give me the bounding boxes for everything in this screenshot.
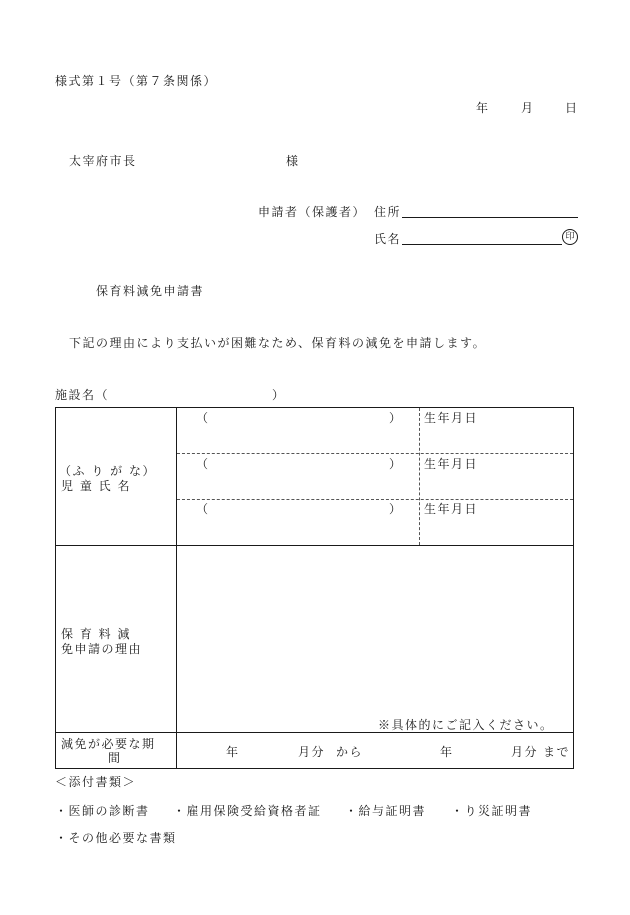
date-month-label: 月 [521, 101, 535, 115]
form-number: 様式第１号（第７条関係） [55, 74, 218, 88]
child-1-open-paren: （ [196, 411, 210, 425]
child-label-furigana: （ふ り が な） [59, 464, 156, 478]
child-1-close-paren: ） [389, 411, 403, 425]
applicant-label: 申請者（保護者） [258, 205, 367, 219]
child-2-birthdate-label: 生年月日 [424, 457, 479, 471]
child-2-close-paren: ） [389, 457, 403, 471]
child-2-open-paren: （ [196, 457, 210, 471]
applicant-address-field[interactable] [402, 204, 578, 218]
period-from: から [336, 745, 364, 759]
applicant-address-label: 住所 [374, 205, 402, 219]
addressee-honorific: 様 [286, 154, 300, 168]
facility-label: 施設名（ [55, 388, 110, 402]
period-to-year: 年 [440, 745, 454, 759]
addressee-name: 太宰府市長 [69, 154, 137, 168]
period-from-month: 月分 [298, 745, 326, 759]
child-3-birthdate-label: 生年月日 [424, 502, 479, 516]
child-row-divider-1 [177, 453, 573, 454]
row-divider-children [56, 545, 573, 546]
period-to-month: 月分 [511, 745, 539, 759]
application-statement: 下記の理由により支払いが困難なため、保育料の減免を申請します。 [69, 336, 487, 350]
period-from-year: 年 [226, 745, 240, 759]
child-3-close-paren: ） [389, 502, 403, 516]
attachment-item: ・医師の診断書 [55, 804, 150, 818]
attachment-item: ・給与証明書 [345, 804, 427, 818]
child-1-birthdate-label: 生年月日 [424, 411, 479, 425]
applicant-name-label: 氏名 [374, 232, 402, 246]
facility-close-paren: ） [272, 388, 286, 402]
seal-icon: 印 [562, 229, 578, 245]
attachment-item: ・雇用保険受給資格者証 [173, 804, 322, 818]
label-column-divider [176, 408, 177, 768]
period-to: まで [543, 745, 571, 759]
date-year-label: 年 [476, 101, 490, 115]
child-3-open-paren: （ [196, 502, 210, 516]
application-table [55, 407, 574, 769]
applicant-name-field[interactable] [402, 231, 562, 245]
reason-label-line2: 免申請の理由 [61, 642, 143, 656]
document-title: 保育料減免申請書 [96, 284, 205, 298]
child-row-divider-2 [177, 499, 573, 500]
reason-note: ※具体的にご記入ください。 [378, 718, 554, 732]
reason-label-line1: 保 育 料 減 [61, 627, 131, 641]
date-day-label: 日 [565, 101, 579, 115]
period-label-line1: 減免が必要な期 [61, 737, 156, 751]
period-label-line2: 間 [108, 751, 122, 765]
child-label-name: 児 童 氏 名 [61, 479, 131, 493]
attachments-heading: ＜添付書類＞ [55, 775, 137, 789]
attachment-other: ・その他必要な書類 [55, 831, 177, 845]
birthdate-column-divider [419, 408, 420, 545]
attachment-item: ・り災証明書 [451, 804, 533, 818]
